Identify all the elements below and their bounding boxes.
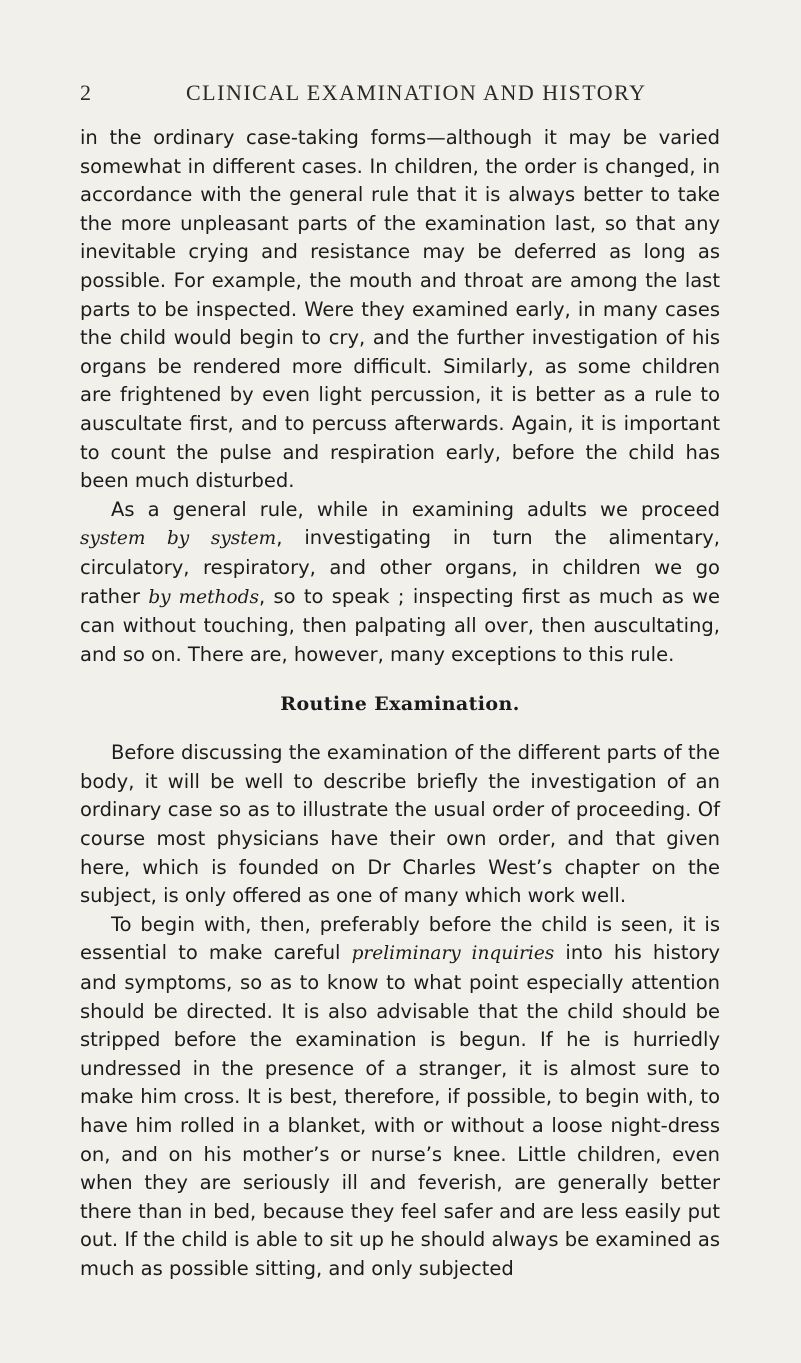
paragraph-text: , investigating in turn the alimentary, circulatory, respiratory, and other organs, in children we go rather (80, 526, 720, 608)
paragraph-preliminary-inquiries (80, 911, 720, 1284)
paragraph-text: As a general rule, while in examining adults we proceed (111, 497, 720, 521)
section-heading: Routine Examination. (280, 693, 520, 716)
paragraph-system-by-system (80, 496, 720, 670)
running-title: CLINICAL EXAMINATION AND HISTORY (186, 80, 647, 105)
paragraph-text: into his history and symptoms, so as to know to what point especially attention should be directed. It is also advisable that the child should be stripped before the examination is begun. If he is hurriedly undressed in the presence of a stranger, it is almost sure to make him cross. It is best, therefore, if possible, to begin with, to have him rolled in a blanket, with or without a loose night-dress on, and on his mother’s or nurse’s knee. Little children, even when they are seriously ill and feverish, are generally better there than in bed, because they feel safer and are less easily put out. If the child is able to sit up he should always be examined as much as possible sitting, and only subjected (80, 941, 720, 1280)
italic-phrase: system by system (80, 528, 277, 550)
paragraph-text: , so to speak ; inspecting first as much as we can without touching, then palpating all over, then auscultating, and so on. There are, however, many exceptions to this rule. (80, 584, 720, 666)
italic-phrase: by methods (148, 586, 259, 608)
paragraph-continuation: in the ordinary case-taking forms—although it may be varied somewhat in different cases. In children, the order is changed, in accordance with the general rule that it is always better to take the more unpleasant parts of the examination last, so that any inevitable crying and resistance may be deferred as long as possible. For example, the mouth and throat are among the last parts to be inspected. Were they examined early, in many cases the child would begin to cry, and the further investigation of his organs be rendered more difficult. Similarly, as some children are frightened by even light percussion, it is better as a rule to auscultate first, and to percuss afterwards. Again, it is important to count the pulse and respiration early, before the child has been much disturbed. (80, 126, 720, 493)
page-number: 2 (80, 80, 93, 105)
italic-phrase: preliminary inquiries (351, 943, 555, 965)
paragraph-text: To begin with, then, preferably before the child is seen, it is essential to make careful (80, 912, 720, 965)
body-text (80, 124, 720, 1284)
paragraph-routine-intro: Before discussing the examination of the different parts of the body, it will be well to describe briefly the investigation of an ordinary case so as to illustrate the usual order of proceeding. Of course most physicians have their own order, and that given here, which is founded on Dr Charles West’s chapter on the subject, is only offered as one of many which work well. (80, 741, 720, 908)
running-header (80, 80, 715, 112)
